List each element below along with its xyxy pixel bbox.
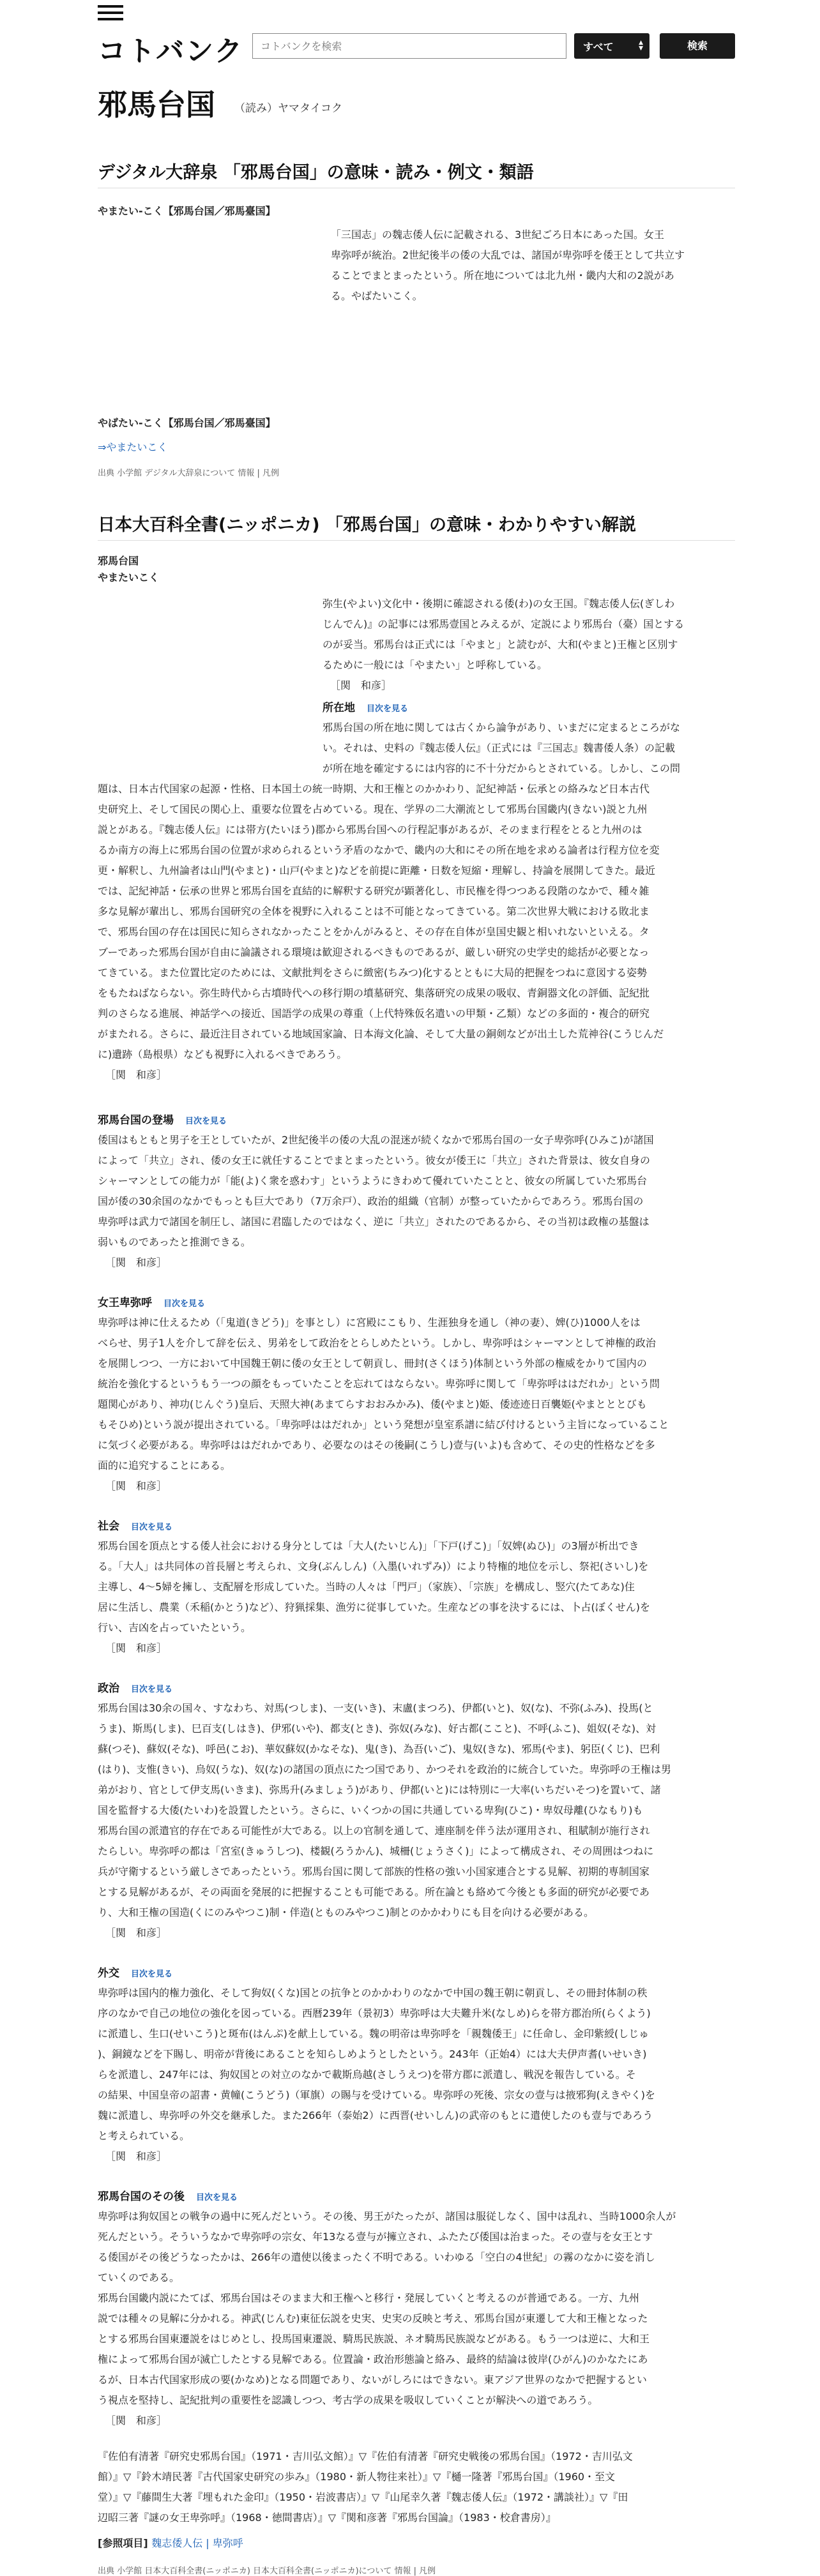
- toc-link[interactable]: 目次を見る: [131, 1970, 173, 1979]
- body-line: 「三国志」の魏志倭人伝に記載される、3世紀ごろ日本にあった国。女王: [331, 229, 665, 241]
- nipponica-section-title: 日本大百科全書(ニッポニカ) 「邪馬台国」の意味・わかりやすい解説: [98, 515, 636, 535]
- section-text-diplomacy: 卑弥呼は国内的権力強化、そして狗奴(くな)国との抗争とのかかわりのなかで中国の魏王朝に朝貢し、その冊封体制の秩 序のなかで自己の地位の強化を図っている。西暦239年（景初3）卑弥呼は大夫難升米(なしめ)らを帯方郡治所(らくよう) に派遣し、生口(せいこう)と斑布(はんぷ)を献上している。魏の明帝は卑弥呼を「親魏倭王」に任命し、金印紫綬(しじゅ )、銅鏡などを下賜し、明帝が背後にあることを知らしめようとしたという。243年（正始4）には大夫伊声耆(いせいき) らを派遣し、247年には、狗奴国との対立のなかで載斯烏越(さしうえつ)を帯方郡に派遣し、戦況を報告している。そ の結果、中国皇帝の詔書・黄幢(こうどう)（軍旗）の賜与を受けている。卑弥呼の死後、宗女の壹与は掖邪狗(えきやく)を 魏に派遣し、卑弥呼の外交を継承した。また266年（泰始2）に西晋(せいしん)の武帝のもとに遣使したのも壹与であろう と考えられている。 ［関 和彦］: [98, 1987, 655, 2162]
- section-text-aftermath: 卑弥呼は狗奴国との戦争の過中に死んだという。その後、男王がたったが、諸国は服従しなく、国中は乱れ、当時1000余人が 死んだという。そういうなかで卑弥呼の宗女、年13なる壹与が擁立され、ふたたび倭国は治まった。その壹与を女王とす る倭国がその後どうなったかは、266年の遣使以後まったく不明である。いわゆる「空白の4世紀」の霧のなかに姿を消し ていくのである。 邪馬台国畿内説にたてば、邪馬台国はそのまま大和王権へと移行・発展していくと考えるのが普通である。一方、九州 説では種々の見解に分かれる。神武(じんむ)東征伝説を史実、史実の反映と考え、邪馬台国が東遷して大和王権となった とする邪馬台国東遷説をはじめとし、投馬国東遷説、騎馬民族説、ネオ騎馬民族説などがある。もう一つは逆に、大和王 権によって邪馬台国が滅亡したとする見解である。位置論・政治形態論と絡み、最終的結論は彼岸(ひがん)のかなたにあ るが、日本古代国家形成の要(かなめ)となる問題であり、ないがしろにはできない。東アジア世界のなかで把握するとい う視点を堅持し、記紀批判の重要性を認識しつつ、考古学の成果を吸収していくことが解決への道であろう。 ［関 和彦］: [98, 2210, 676, 2427]
- toc-link[interactable]: 目次を見る: [131, 1685, 173, 1694]
- search-scope-select[interactable]: [574, 33, 649, 59]
- section-text-politics: 邪馬台国は30余の国々、すなわち、対馬(つしま)、一支(いき)、末盧(まつろ)、伊都(いと)、奴(な)、不弥(ふみ)、投馬(と うま)、斯馬(しま)、巳百支(しはき)、伊邪(いや)、都支(とき)、弥奴(みな)、好古都(ここと)、不呼(ふこ)、姐奴(そな)、対 蘇(つそ)、蘇奴(そな)、呼邑(こお)、華奴蘇奴(かなそな)、鬼(き)、為吾(いご)、鬼奴(きな)、邪馬(やま)、躬臣(くじ)、巴利 (はり)、支惟(きい)、烏奴(うな)、奴(な)の諸国の頂点にたつ国であり、かつそれを政治的に統合していた。卑弥呼の王権は男 弟がおり、官として伊支馬(いきま)、弥馬升(みましょう)があり、伊都(いと)には特別に一大率(いちだいそつ)を置いて、諸 国を監督する大倭(たいわ)を設置したという。さらに、いくつかの国に共通している卑狗(ひこ)・卑奴母離(ひなもり)も 邪馬台国の派遣官的存在である可能性が大である。以上の官制を通して、連座制を伴う法が運用され、租賦制が施行され たらしい。卑弥呼の都は「宮室(きゅうしつ)、楼観(ろうかん)、城柵(じょうさく)」によって構成され、その周囲はつねに 兵が守衛するという厳しさであったという。邪馬台国に関して部族的性格の強い小国家連合とする見解、初期的専制国家 とする見解があるが、その両面を発展的に把握することも可能である。所在論とも絡めて今後とも多面的研究が必要であ り、大和王権の国造(くにのみやつこ)制・伴造(とものみやつこ)制とのかかわりにも目を向ける必要がある。 ［関 和彦］: [98, 1702, 671, 1939]
- bibliography: 『佐伯有清著『研究史邪馬台国』（1971・吉川弘文館）』▽『佐伯有清著『研究史戦後の邪馬台国』（1972・吉川弘文 館）』▽『鈴木靖民著『古代国家史研究の歩み』（1980・新人物往来社）』▽『樋一隆著『邪馬台国』（1960・至文 堂）』▽『藤間生大著『埋もれた金印』（1950・岩波書店）』▽『山尾幸久著『魏志倭人伝』（1972・講談社）』▽『田 辺昭三著『謎の女王卑弥呼』（1968・徳間書店）』▽『関和彦著『邪馬台国論』（1983・校倉書房）』: [98, 2450, 633, 2524]
- daijisen-section-title: デジタル大辞泉 「邪馬台国」の意味・読み・例文・類語: [98, 163, 534, 183]
- section-text-debut: 倭国はもともと男子を王としていたが、2世紀後半の倭の大乱の混迷が続くなかで邪馬台国の一女子卑弥呼(ひみこ)が諸国 によって「共立」され、倭の女王に就任することでまとまったという。彼女が倭王に「共立」された背景は、彼女自身の シャーマンとしての能力が「能(よ)く衆を惑わす」というようにきわめて優れていたことと、彼女の所属していた邪馬台 国が倭の30余国のなかでもっとも巨大であり（7万余戸）、政治的組織（官制）が整っていたからであろう。邪馬台国の 卑弥呼は武力で諸国を制圧し、諸国に君臨したのではなく、逆に「共立」されたのであるから、その当初は政権の基盤は 弱いものであったと推測できる。 ［関 和彦］: [98, 1134, 654, 1269]
- search-button[interactable]: 検索: [660, 33, 735, 59]
- divider: [98, 540, 735, 541]
- site-logo[interactable]: コトバンク: [98, 35, 244, 68]
- reference-links[interactable]: 魏志倭人伝 | 卑弥呼: [151, 2537, 243, 2549]
- select-arrows-icon: ▲ ▼: [639, 40, 643, 52]
- toc-link[interactable]: 目次を見る: [185, 1117, 227, 1126]
- section-heading-queen-himiko: 女王卑弥呼 目次を見る: [98, 1297, 206, 1309]
- section-text-society: 邪馬台国を頂点とする倭人社会における身分としては「大人(たいじん)」「下戸(げこ)」「奴婢(ぬひ)」の3層が析出でき る。「大人」は共同体の首長層と考えられ、文身(ぶんしん)（入墨(いれずみ)）により特権的地位を示し、祭祀(さいし)を 主導し、4～5婦を擁し、支配層を形成していた。当時の人々は「門戸」（家族）、「宗族」を構成し、竪穴(たてあな)住 居に生活し、農業（禾稲(かとう)など）、狩猟採集、漁労に従事していた。生産などの事を決するには、卜占(ぼくせん)を 行い、吉凶を占っていたという。 ［関 和彦］: [98, 1540, 650, 1654]
- section-text-queen-himiko: 卑弥呼は神に仕えるため（「鬼道(きどう)」を事とし）に宮殿にこもり、生涯独身を通し（神の妻）、婢(ひ)1000人をは べらせ、男子1人を介して辞を伝え、男弟をして政治をとらしめたという。しかし、卑弥呼はシャーマンとして神権的政治 を展開しつつ、一方において中国魏王朝に倭の女王として朝貢し、冊封(さくほう)体制という外部の権威をかりて国内の 統治を強化するというもう一つの顔をもっていたことを忘れてはならない。卑弥呼に関して「卑弥呼ははだれか」という問 題関心があり、神功(じんぐう)皇后、天照大神(あまてらすおおみかみ)、倭(やまと)姫、倭迹迹日百襲姫(やまとととびも もそひめ)という説が提出されている。「卑弥呼ははだれか」という発想が皇室系譜に結び付けるという主旨になっていること に気づく必要がある。卑弥呼ははだれかであり、必要なのはその後嗣(こうし)壹与(いよ)も含めて、その史的性格などを多 面的に追究することにある。 ［関 和彦］: [98, 1316, 669, 1492]
- toc-link[interactable]: 目次を見る: [131, 1523, 173, 1532]
- nipponica-intro: [323, 594, 738, 696]
- location-text: 題は、日本古代国家の起源・性格、日本国土の統一時期、大和王権とのかかわり、記紀神話・伝承との絡みなど日本古代 史研究上、そして国民の関心上、重要な位置を占めている。現在、学界の二大潮流として邪馬台国畿内(きない)説と九州 説とがある。『魏志倭人伝』には帯方(たいほう)郡から邪馬台国への行程記事があるが、そのまま行程をとると九州のは るか南方の海上に邪馬台国の位置が求められるという矛盾のなかで、畿内の大和にその所在地を求める論者は行程方位を変 更・解釈し、九州論者は山門(やまと)・山戸(やまと)などを前提に距離・日数を短縮・理解し、持論を展開してきた。最近 では、記紀神話・伝承の世界と邪馬台国を直結的に解釈する研究が顕著化し、市民権を得つつある段階のなかで、種々雑 多な見解が輩出し、邪馬台国研究の全体を視野に入れることは不可能となってきている。第二次世界大戦における敗北ま で、邪馬台国の存在は国民に知らされなかったことをかんがみると、その存在自体が皇国史観と相いれないといえる。タ ブーであった邪馬台国が自由に論議される環境は歓迎されるべきものであるが、厳しい研究の史学史的総括が必要となっ てきている。また位置比定のためには、文献批判をさらに緻密(ちみつ)化するとともに大局的把握をつねに意図する姿勢 をもたねばならない。弥生時代から古墳時代への移行期の墳墓研究、集落研究の成果の吸収、青銅器文化の評価、記紀批 判のさらなる進展、神話学への接近、国語学の成果の尊重（上代特殊仮名遣いの甲類・乙類）などの多面的・複合的研究 がまたれる。さらに、最近注目されている地域国家論、日本海文化論、そして大量の銅剣などが出土した荒神谷(こうじんだ に)遺跡（島根県）なども視野に入れるべきであろう。 ［関 和彦］: [98, 783, 664, 1081]
- daijisen-entry-heading: やまたい‐こく【邪馬台国／邪馬臺国】: [98, 205, 276, 217]
- section-heading-aftermath: 邪馬台国のその後 目次を見る: [98, 2190, 238, 2203]
- body-line: 卑弥呼が統治。2世紀後半の倭の大乱では、諸国が卑弥呼を倭王として共立す: [331, 249, 685, 261]
- body-line: 弥生(やよい)文化中・後期に確認される倭(わ)の女王国。『魏志倭人伝(ぎしわ: [323, 598, 675, 610]
- body-line: のが妥当。邪馬台は正式には「やまと」と読むが、大和(やまと)王権と区別す: [323, 638, 678, 651]
- toc-link[interactable]: 目次を見る: [163, 1299, 206, 1309]
- scope-label: すべて: [583, 41, 614, 53]
- section-heading-society: 社会 目次を見る: [98, 1520, 173, 1533]
- page-title: 邪馬台国: [98, 87, 215, 122]
- author-credit: ［関 和彦］: [330, 679, 392, 691]
- location-text-narrow: 邪馬台国の所在地に関しては古くから論争があり、いまだに定まるところがな い。それは、史料の『魏志倭人伝』（正式には『三国志』魏書倭人条）の記載 が所在地を確定するには内容的に不十分だからとされている。しかし、この問: [323, 721, 681, 774]
- nipponica-entry-heading: 邪馬台国: [98, 555, 139, 567]
- daijisen-source[interactable]: 出典 小学館 デジタル大辞泉について 情報 | 凡例: [98, 469, 280, 478]
- toc-link[interactable]: 目次を見る: [196, 2193, 238, 2203]
- section-heading-debut: 邪馬台国の登場 目次を見る: [98, 1114, 227, 1127]
- see-also-link[interactable]: ⇒やまたいこく: [98, 441, 168, 453]
- body-line: るために一般には「やまたい」と呼称している。: [323, 659, 548, 671]
- search-input[interactable]: [252, 33, 566, 59]
- body-line: ることでまとまったという。所在地については北九州・畿内大和の2説があ: [331, 269, 674, 282]
- page-reading: （読み）ヤマタイコク: [234, 102, 342, 115]
- section-heading-politics: 政治 目次を見る: [98, 1682, 173, 1695]
- nipponica-entry-reading: やまたいこく: [98, 571, 160, 584]
- section-heading-location: 所在地 目次を見る: [323, 702, 409, 714]
- body-line: る。やばたいこく。: [331, 290, 423, 302]
- hamburger-menu-icon[interactable]: [98, 5, 123, 20]
- section-heading-diplomacy: 外交 目次を見る: [98, 1967, 173, 1980]
- daijisen-entry2-heading: やばたい‐こく【邪馬台国／邪馬臺国】: [98, 417, 276, 429]
- daijisen-entry-body: [331, 225, 740, 306]
- body-line: じんでん)』の記事には邪馬壹国とみえるが、定説により邪馬台（臺）国とする: [323, 618, 685, 630]
- reference-items: [参照項目] 魏志倭人伝 | 卑弥呼: [98, 2537, 243, 2549]
- nipponica-source[interactable]: 出典 小学館 日本大百科全書(ニッポニカ) 日本大百科全書(ニッポニカ)について 情報 | 凡例: [98, 2566, 436, 2576]
- toc-link[interactable]: 目次を見る: [367, 704, 409, 714]
